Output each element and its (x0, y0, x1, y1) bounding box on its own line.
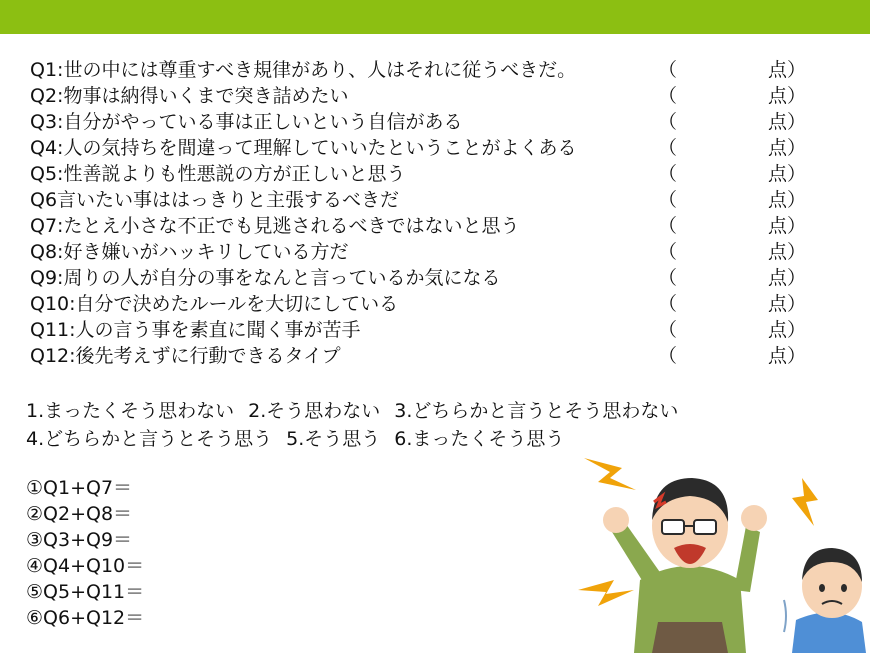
score-open-paren: （ (658, 189, 678, 211)
scale-option: 4.どちらかと言うとそう思う (26, 428, 273, 450)
lightning-bolt-icon (578, 580, 634, 606)
score-open-paren: （ (658, 59, 678, 81)
score-unit: 点） (768, 215, 807, 237)
scale-option: 1.まったくそう思わない (26, 400, 235, 422)
formula-line: ⑤Q5+Q11＝ (26, 581, 145, 603)
score-open-paren: （ (658, 137, 678, 159)
score-unit: 点） (768, 293, 807, 315)
score-unit: 点） (768, 189, 807, 211)
score-unit: 点） (768, 137, 807, 159)
question-text: Q1:世の中には尊重すべき規律があり、人はそれに従うべきだ。 (30, 59, 577, 81)
question-row (30, 83, 850, 109)
scale-line-1 (26, 397, 692, 425)
formula-line: ③Q3+Q9＝ (26, 529, 133, 551)
question-row (30, 57, 850, 83)
formula-line: ④Q4+Q10＝ (26, 555, 145, 577)
scared-man (784, 548, 866, 653)
question-text: Q3:自分がやっている事は正しいという自信がある (30, 111, 463, 133)
score-open-paren: （ (658, 241, 678, 263)
lightning-bolt-icon (792, 478, 818, 526)
score-open-paren: （ (658, 293, 678, 315)
question-text: Q4:人の気持ちを間違って理解していいたということがよくある (30, 137, 577, 159)
question-text: Q11:人の言う事を素直に聞く事が苦手 (30, 319, 361, 341)
question-row (30, 265, 850, 291)
question-text: Q10:自分で決めたルールを大切にしている (30, 293, 399, 315)
question-row (30, 343, 850, 369)
question-text: Q12:後先考えずに行動できるタイプ (30, 345, 341, 367)
score-unit: 点） (768, 59, 807, 81)
question-row (30, 317, 850, 343)
question-row (30, 187, 850, 213)
angry-and-scared-men-illustration (570, 440, 870, 653)
score-open-paren: （ (658, 85, 678, 107)
angry-man (603, 478, 767, 653)
score-unit: 点） (768, 85, 807, 107)
question-row (30, 135, 850, 161)
question-text: Q2:物事は納得いくまで突き詰めたい (30, 85, 349, 107)
score-unit: 点） (768, 267, 807, 289)
question-text: Q7:たとえ小さな不正でも見逃されるべきではないと思う (30, 215, 520, 237)
question-row (30, 291, 850, 317)
lightning-bolt-icon (584, 458, 636, 490)
question-text: Q8:好き嫌いがハッキリしている方だ (30, 241, 349, 263)
score-unit: 点） (768, 163, 807, 185)
score-open-paren: （ (658, 163, 678, 185)
score-unit: 点） (768, 241, 807, 263)
score-open-paren: （ (658, 319, 678, 341)
question-text: Q6言いたい事ははっきりと主張するべきだ (30, 189, 400, 211)
question-list (30, 57, 850, 369)
scale-option: 3.どちらかと言うとそう思わない (394, 400, 679, 422)
question-row (30, 213, 850, 239)
score-open-paren: （ (658, 345, 678, 367)
score-unit: 点） (768, 319, 807, 341)
score-open-paren: （ (658, 267, 678, 289)
scale-option: 5.そう思う (286, 428, 381, 450)
question-text: Q5:性善説よりも性悪説の方が正しいと思う (30, 163, 406, 185)
formula-line: ②Q2+Q8＝ (26, 503, 133, 525)
score-unit: 点） (768, 345, 807, 367)
formula-list (26, 475, 144, 631)
header-band (0, 0, 870, 34)
question-text: Q9:周りの人が自分の事をなんと言っているか気になる (30, 267, 501, 289)
score-open-paren: （ (658, 111, 678, 133)
scale-option: 6.まったくそう思う (394, 428, 565, 450)
score-open-paren: （ (658, 215, 678, 237)
score-unit: 点） (768, 111, 807, 133)
scale-option: 2.そう思わない (248, 400, 381, 422)
question-row (30, 239, 850, 265)
question-row (30, 109, 850, 135)
question-row (30, 161, 850, 187)
formula-line: ⑥Q6+Q12＝ (26, 607, 145, 629)
formula-line: ①Q1+Q7＝ (26, 477, 133, 499)
